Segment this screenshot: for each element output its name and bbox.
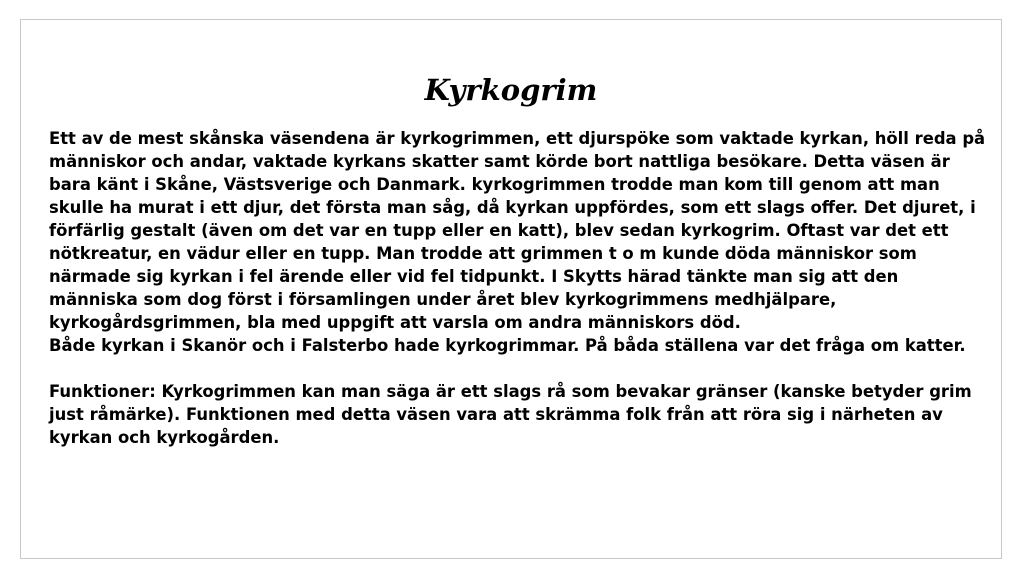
paragraph-functions: Funktioner: Kyrkogrimmen kan man säga är ett slags rå som bevakar gränser (kanske betyder grim just råmärke). Funktionen med detta väsen vara att skrämma folk från att röra sig i närheten av kyrkan och kyrkogården. xyxy=(49,382,972,447)
paragraph-gap xyxy=(49,357,989,380)
slide xyxy=(20,19,1002,559)
slide-title: Kyrkogrim xyxy=(424,73,598,107)
slide-body xyxy=(49,127,989,449)
paragraph-description: Ett av de mest skånska väsendena är kyrkogrimmen, ett djurspöke som vaktade kyrkan, höll reda på människor och andar, vaktade kyrkans skatter samt körde bort nattliga besökare. Detta väsen är bara känt i Skåne, Västsverige och Danmark. kyrkogrimmen trodde man kom till genom att man skulle ha murat i ett djur, det första man såg, då kyrkan uppfördes, som ett slags offer. Det djuret, i förfärlig gestalt (även om det var en tupp eller en katt), blev sedan kyrkogrim. Oftast var det ett nötkreatur, en vädur eller en tupp. Man trodde att grimmen t o m kunde döda människor som närmade sig kyrkan i fel ärende eller vid fel tidpunkt. I Skytts härad tänkte man sig att den människa som dog först i församlingen under året blev kyrkogrimmens medhjälpare, kyrkogårdsgrimmen, bla med uppgift att varsla om andra människors död. xyxy=(49,129,986,332)
paragraph-skanor-falsterbo: Både kyrkan i Skanör och i Falsterbo hade kyrkogrimmar. På båda ställena var det fråga om katter. xyxy=(49,336,966,355)
